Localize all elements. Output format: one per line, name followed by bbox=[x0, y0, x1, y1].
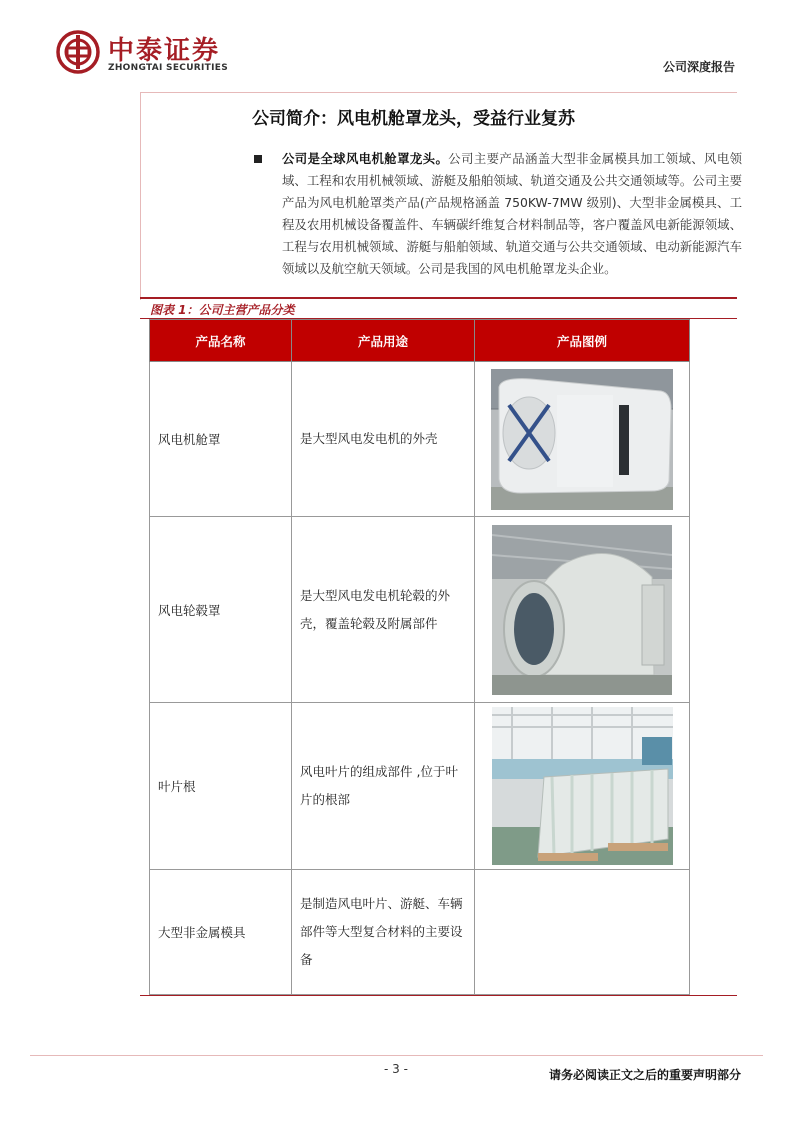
bullet-lead: 公司是全球风电机舱罩龙头。 bbox=[282, 151, 449, 166]
logo-text-en: ZHONGTAI SECURITIES bbox=[108, 63, 228, 73]
product-name: 叶片根 bbox=[150, 703, 292, 870]
hub-cover-photo bbox=[492, 525, 672, 695]
product-image-cell bbox=[475, 362, 690, 517]
product-table bbox=[149, 319, 690, 995]
product-use: 是制造风电叶片、游艇、车辆部件等大型复合材料的主要设备 bbox=[292, 870, 475, 995]
page-number: - 3 - bbox=[384, 1062, 408, 1076]
nacelle-cover-photo bbox=[491, 369, 673, 510]
figure-top-rule bbox=[140, 297, 737, 299]
product-name: 风电轮毂罩 bbox=[150, 517, 292, 703]
bullet-body: 公司主要产品涵盖大型非金属模具加工领域、风电领域、工程和农用机械领域、游艇及船舶领域、轨道交通及公共交通领域等。公司主要产品为风电机舱罩类产品(产品规格涵盖 750KW-7MW 级别)、大型非金属模具、工程及农用机械设备覆盖件、车辆碳纤维复合材料制品等，客户覆盖风电新能源领域、工程与农用机械领域、游艇与船舶领域、轨道交通与公共交通领域、电动新能源汽车领域以及航空航天领域。公司是我国的风电机舱罩龙头企业。 bbox=[282, 151, 743, 276]
table-row bbox=[150, 870, 690, 995]
column-header-image: 产品图例 bbox=[475, 320, 690, 362]
product-use: 风电叶片的组成部件 ,位于叶片的根部 bbox=[292, 703, 475, 870]
company-logo bbox=[56, 30, 256, 80]
footer-divider bbox=[30, 1055, 763, 1056]
product-use: 是大型风电发电机轮毂的外壳，覆盖轮毂及附属部件 bbox=[292, 517, 475, 703]
product-name: 风电机舱罩 bbox=[150, 362, 292, 517]
product-image-cell bbox=[475, 870, 690, 995]
figure-caption: 图表 1：公司主营产品分类 bbox=[150, 303, 295, 317]
logo-emblem-icon bbox=[56, 30, 100, 74]
margin-divider bbox=[140, 92, 141, 300]
header-divider bbox=[140, 92, 737, 93]
table-header-row bbox=[150, 320, 690, 362]
product-image-cell bbox=[475, 703, 690, 870]
column-header-name: 产品名称 bbox=[150, 320, 292, 362]
column-header-use: 产品用途 bbox=[292, 320, 475, 362]
table-row bbox=[150, 703, 690, 870]
disclaimer-text: 请务必阅读正文之后的重要声明部分 bbox=[548, 1068, 741, 1082]
product-name: 大型非金属模具 bbox=[150, 870, 292, 995]
logo-text-cn: 中泰证券 bbox=[108, 36, 221, 66]
blade-root-photo bbox=[492, 707, 673, 865]
figure-bottom-rule bbox=[140, 995, 737, 996]
report-type-label: 公司深度报告 bbox=[662, 60, 735, 74]
bullet-paragraph bbox=[282, 148, 742, 280]
table-row bbox=[150, 517, 690, 703]
bullet-square-icon bbox=[254, 155, 262, 163]
product-use: 是大型风电发电机的外壳 bbox=[292, 362, 475, 517]
table-row bbox=[150, 362, 690, 517]
product-image-cell bbox=[475, 517, 690, 703]
section-title: 公司简介：风电机舱罩龙头，受益行业复苏 bbox=[252, 109, 575, 129]
